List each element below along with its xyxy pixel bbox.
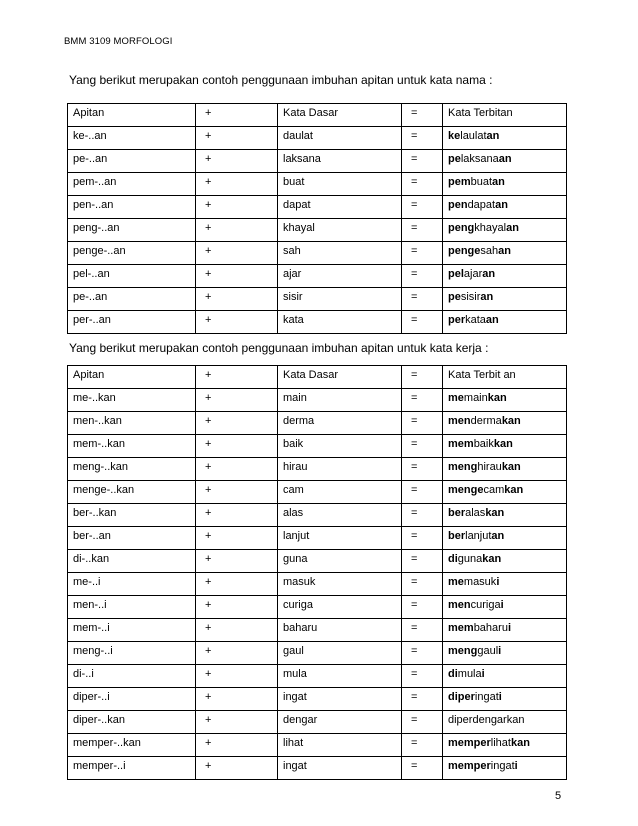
equals-cell: = xyxy=(402,550,443,573)
derived-word-cell xyxy=(443,550,567,573)
root-segment: main xyxy=(463,392,488,404)
affix-segment: per xyxy=(448,314,466,326)
table-row xyxy=(68,642,567,665)
root-segment: laulat xyxy=(460,130,487,142)
affix-cell: me-..kan xyxy=(68,389,196,412)
equals-cell: = xyxy=(402,688,443,711)
affix-segment: an xyxy=(482,268,496,280)
col-header-apitan: Apitan xyxy=(68,104,196,127)
table-row xyxy=(68,711,567,734)
base-word-cell: guna xyxy=(278,550,402,573)
plus-cell: + xyxy=(196,481,278,504)
table-row xyxy=(68,265,567,288)
derived-word-cell xyxy=(443,458,567,481)
affix-cell: peng-..an xyxy=(68,219,196,242)
equals-cell: = xyxy=(402,596,443,619)
root-segment: masuk xyxy=(463,576,497,588)
affix-cell: di-..kan xyxy=(68,550,196,573)
base-word-cell: curiga xyxy=(278,596,402,619)
affix-segment: an xyxy=(498,153,512,165)
equals-cell: = xyxy=(402,642,443,665)
affix-segment: me xyxy=(448,392,464,404)
affix-segment: pem xyxy=(448,176,471,188)
plus-cell: + xyxy=(196,219,278,242)
root-segment: khayal xyxy=(474,222,507,234)
root-segment: gaul xyxy=(477,645,499,657)
root-segment: buat xyxy=(470,176,493,188)
affix-cell: mem-..i xyxy=(68,619,196,642)
affix-cell: meng-..i xyxy=(68,642,196,665)
plus-cell: + xyxy=(196,389,278,412)
base-word-cell: derma xyxy=(278,412,402,435)
plus-cell: + xyxy=(196,150,278,173)
affix-segment: an xyxy=(485,314,499,326)
affix-cell: mem-..kan xyxy=(68,435,196,458)
derived-word-cell xyxy=(443,688,567,711)
col-header-equals: = xyxy=(402,104,443,127)
affix-cell: ber-..kan xyxy=(68,504,196,527)
plus-cell: + xyxy=(196,550,278,573)
affix-segment: memper xyxy=(448,760,491,772)
affix-segment: memper xyxy=(448,737,491,749)
affix-segment: mem xyxy=(448,438,474,450)
equals-cell: = xyxy=(402,665,443,688)
affix-cell: pel-..an xyxy=(68,265,196,288)
affix-segment: diper xyxy=(448,691,475,703)
affix-segment: pe xyxy=(448,291,461,303)
affix-cell: menge-..kan xyxy=(68,481,196,504)
table-row xyxy=(68,242,567,265)
table-row xyxy=(68,550,567,573)
root-segment: ingat xyxy=(490,760,515,772)
table-row xyxy=(68,458,567,481)
plus-cell: + xyxy=(196,665,278,688)
plus-cell: + xyxy=(196,711,278,734)
affix-cell: men-..kan xyxy=(68,412,196,435)
equals-cell: = xyxy=(402,150,443,173)
affix-cell: penge-..an xyxy=(68,242,196,265)
root-segment: ajar xyxy=(463,268,483,280)
equals-cell: = xyxy=(402,481,443,504)
base-word-cell: alas xyxy=(278,504,402,527)
equals-cell: = xyxy=(402,389,443,412)
col-header-equals: = xyxy=(402,366,443,389)
root-segment: mula xyxy=(457,668,482,680)
plus-cell: + xyxy=(196,265,278,288)
derived-word-cell xyxy=(443,173,567,196)
affix-cell: memper-..kan xyxy=(68,734,196,757)
affix-segment: men xyxy=(448,415,471,427)
verb-affix-table xyxy=(67,365,567,780)
root-segment: hirau xyxy=(477,461,502,473)
plus-cell: + xyxy=(196,173,278,196)
root-segment: dapat xyxy=(467,199,496,211)
affix-cell: pen-..an xyxy=(68,196,196,219)
plus-cell: + xyxy=(196,288,278,311)
affix-segment: kan xyxy=(493,438,513,450)
root-segment: derma xyxy=(470,415,502,427)
root-segment: sah xyxy=(480,245,499,257)
base-word-cell: cam xyxy=(278,481,402,504)
affix-segment: mem xyxy=(448,622,474,634)
affix-segment: pen xyxy=(448,199,468,211)
table-row xyxy=(68,412,567,435)
affix-segment: kan xyxy=(501,415,521,427)
derived-word-cell xyxy=(443,619,567,642)
plus-cell: + xyxy=(196,311,278,334)
col-header-kata-dasar: Kata Dasar xyxy=(278,366,402,389)
plus-cell: + xyxy=(196,412,278,435)
table-row xyxy=(68,127,567,150)
document-header: BMM 3109 MORFOLOGI xyxy=(64,36,173,47)
plus-cell: + xyxy=(196,527,278,550)
base-word-cell: kata xyxy=(278,311,402,334)
equals-cell: = xyxy=(402,196,443,219)
derived-word-cell xyxy=(443,757,567,780)
equals-cell: = xyxy=(402,242,443,265)
affix-cell: memper-..i xyxy=(68,757,196,780)
root-segment: lanjut xyxy=(465,530,492,542)
plus-cell: + xyxy=(196,642,278,665)
plus-cell: + xyxy=(196,619,278,642)
root-segment: diperdengarkan xyxy=(448,714,525,726)
root-segment: baharu xyxy=(473,622,508,634)
derived-word-cell xyxy=(443,242,567,265)
affix-segment: di xyxy=(448,668,458,680)
derived-word-cell xyxy=(443,596,567,619)
equals-cell: = xyxy=(402,412,443,435)
affix-segment: di xyxy=(448,553,458,565)
affix-segment: menge xyxy=(448,484,484,496)
root-segment: curiga xyxy=(470,599,501,611)
equals-cell: = xyxy=(402,458,443,481)
base-word-cell: lanjut xyxy=(278,527,402,550)
equals-cell: = xyxy=(402,619,443,642)
plus-cell: + xyxy=(196,127,278,150)
derived-word-cell xyxy=(443,481,567,504)
root-segment: guna xyxy=(457,553,483,565)
affix-cell: ber-..an xyxy=(68,527,196,550)
col-header-apitan: Apitan xyxy=(68,366,196,389)
affix-cell: di-..i xyxy=(68,665,196,688)
affix-cell: diper-..kan xyxy=(68,711,196,734)
base-word-cell: sisir xyxy=(278,288,402,311)
plus-cell: + xyxy=(196,435,278,458)
base-word-cell: baik xyxy=(278,435,402,458)
derived-word-cell xyxy=(443,665,567,688)
base-word-cell: laksana xyxy=(278,150,402,173)
affix-cell: pem-..an xyxy=(68,173,196,196)
base-word-cell: gaul xyxy=(278,642,402,665)
table-row xyxy=(68,688,567,711)
equals-cell: = xyxy=(402,734,443,757)
affix-segment: men xyxy=(448,599,471,611)
root-segment: sisir xyxy=(460,291,481,303)
col-header-plus: + xyxy=(196,366,278,389)
affix-segment: i xyxy=(496,576,500,588)
affix-segment: kan xyxy=(510,737,530,749)
derived-word-cell xyxy=(443,265,567,288)
plus-cell: + xyxy=(196,504,278,527)
col-header-kata-dasar: Kata Dasar xyxy=(278,104,402,127)
base-word-cell: hirau xyxy=(278,458,402,481)
affix-segment: kan xyxy=(487,392,507,404)
affix-segment: an xyxy=(495,199,508,211)
table-header-row xyxy=(68,366,567,389)
table-row xyxy=(68,481,567,504)
equals-cell: = xyxy=(402,288,443,311)
derived-word-cell xyxy=(443,311,567,334)
derived-word-cell xyxy=(443,573,567,596)
affix-segment: peng xyxy=(448,222,475,234)
table-row xyxy=(68,173,567,196)
col-header-plus: + xyxy=(196,104,278,127)
derived-word-cell xyxy=(443,389,567,412)
equals-cell: = xyxy=(402,173,443,196)
table-row xyxy=(68,734,567,757)
affix-cell: per-..an xyxy=(68,311,196,334)
derived-word-cell xyxy=(443,196,567,219)
affix-segment: ke xyxy=(448,130,461,142)
table-row xyxy=(68,665,567,688)
base-word-cell: dengar xyxy=(278,711,402,734)
plus-cell: + xyxy=(196,196,278,219)
affix-cell: pe-..an xyxy=(68,288,196,311)
equals-cell: = xyxy=(402,265,443,288)
affix-segment: kan xyxy=(482,553,502,565)
affix-cell: me-..i xyxy=(68,573,196,596)
section2-intro: Yang berikut merupakan contoh penggunaan imbuhan apitan untuk kata kerja : xyxy=(69,341,489,355)
equals-cell: = xyxy=(402,757,443,780)
plus-cell: + xyxy=(196,734,278,757)
affix-segment: an xyxy=(498,245,511,257)
affix-segment: an xyxy=(480,291,494,303)
affix-segment: an xyxy=(491,530,505,542)
root-segment: alas xyxy=(465,507,486,519)
derived-word-cell xyxy=(443,435,567,458)
root-segment: ingat xyxy=(474,691,499,703)
col-header-kata-terbitan: Kata Terbit an xyxy=(443,366,567,389)
root-segment: kata xyxy=(465,314,486,326)
root-segment: cam xyxy=(483,484,505,496)
root-segment: lihat xyxy=(490,737,511,749)
base-word-cell: ingat xyxy=(278,757,402,780)
table-row xyxy=(68,219,567,242)
table-row xyxy=(68,757,567,780)
table-row xyxy=(68,288,567,311)
table-row xyxy=(68,196,567,219)
table-row xyxy=(68,435,567,458)
table-row xyxy=(68,389,567,412)
derived-word-cell xyxy=(443,219,567,242)
equals-cell: = xyxy=(402,311,443,334)
affix-segment: pel xyxy=(448,268,464,280)
table-row xyxy=(68,573,567,596)
derived-word-cell xyxy=(443,527,567,550)
equals-cell: = xyxy=(402,711,443,734)
plus-cell: + xyxy=(196,757,278,780)
base-word-cell: lihat xyxy=(278,734,402,757)
section1-intro: Yang berikut merupakan contoh penggunaan imbuhan apitan untuk kata nama : xyxy=(69,73,493,87)
affix-segment: an xyxy=(486,130,500,142)
affix-segment: penge xyxy=(448,245,481,257)
derived-word-cell xyxy=(443,504,567,527)
affix-segment: ber xyxy=(448,507,466,519)
equals-cell: = xyxy=(402,573,443,596)
affix-segment: kan xyxy=(504,484,524,496)
affix-segment: i xyxy=(500,599,504,611)
base-word-cell: ingat xyxy=(278,688,402,711)
table-row xyxy=(68,619,567,642)
plus-cell: + xyxy=(196,458,278,481)
affix-segment: pe xyxy=(448,153,461,165)
col-header-kata-terbitan: Kata Terbitan xyxy=(443,104,567,127)
plus-cell: + xyxy=(196,242,278,265)
affix-cell: diper-..i xyxy=(68,688,196,711)
root-segment: baik xyxy=(473,438,494,450)
affix-cell: ke-..an xyxy=(68,127,196,150)
equals-cell: = xyxy=(402,504,443,527)
base-word-cell: buat xyxy=(278,173,402,196)
base-word-cell: daulat xyxy=(278,127,402,150)
base-word-cell: mula xyxy=(278,665,402,688)
derived-word-cell xyxy=(443,150,567,173)
derived-word-cell xyxy=(443,711,567,734)
base-word-cell: khayal xyxy=(278,219,402,242)
derived-word-cell xyxy=(443,734,567,757)
equals-cell: = xyxy=(402,219,443,242)
affix-segment: an xyxy=(492,176,505,188)
table-row xyxy=(68,311,567,334)
affix-segment: i xyxy=(498,691,502,703)
affix-segment: kan xyxy=(485,507,505,519)
table-row xyxy=(68,527,567,550)
base-word-cell: main xyxy=(278,389,402,412)
affix-segment: me xyxy=(448,576,464,588)
base-word-cell: masuk xyxy=(278,573,402,596)
affix-segment: i xyxy=(507,622,512,634)
equals-cell: = xyxy=(402,527,443,550)
affix-segment: an xyxy=(506,222,519,234)
table-row xyxy=(68,504,567,527)
equals-cell: = xyxy=(402,435,443,458)
base-word-cell: baharu xyxy=(278,619,402,642)
affix-segment: meng xyxy=(448,645,478,657)
plus-cell: + xyxy=(196,596,278,619)
root-segment: laksana xyxy=(460,153,499,165)
derived-word-cell xyxy=(443,412,567,435)
derived-word-cell xyxy=(443,642,567,665)
verb-affix-rows xyxy=(68,389,567,780)
affix-cell: pe-..an xyxy=(68,150,196,173)
affix-cell: meng-..kan xyxy=(68,458,196,481)
derived-word-cell xyxy=(443,127,567,150)
derived-word-cell xyxy=(443,288,567,311)
affix-cell: men-..i xyxy=(68,596,196,619)
page-number: 5 xyxy=(555,790,562,802)
affix-segment: kan xyxy=(501,461,521,473)
affix-segment: i xyxy=(498,645,502,657)
equals-cell: = xyxy=(402,127,443,150)
table-row xyxy=(68,596,567,619)
table-row xyxy=(68,150,567,173)
plus-cell: + xyxy=(196,573,278,596)
plus-cell: + xyxy=(196,688,278,711)
noun-affix-table xyxy=(67,103,567,334)
base-word-cell: ajar xyxy=(278,265,402,288)
base-word-cell: dapat xyxy=(278,196,402,219)
affix-segment: ber xyxy=(448,530,466,542)
affix-segment: i xyxy=(514,760,518,772)
noun-affix-rows xyxy=(68,127,567,334)
table-header-row xyxy=(68,104,567,127)
affix-segment: meng xyxy=(448,461,478,473)
affix-segment: i xyxy=(481,668,485,680)
base-word-cell: sah xyxy=(278,242,402,265)
